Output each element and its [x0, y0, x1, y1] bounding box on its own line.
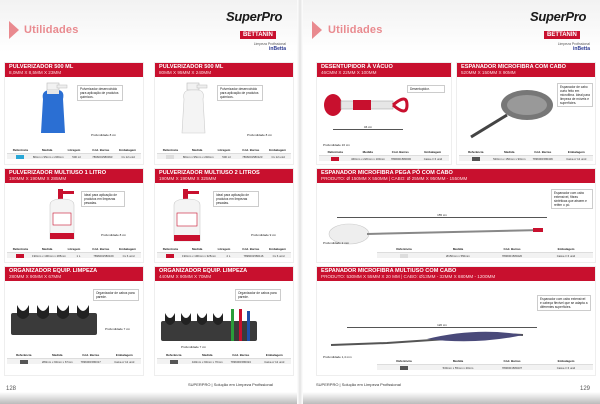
card-header [155, 63, 293, 77]
product-description: Pulverizador desenvolvido para aplicação de produtos químicos. [217, 85, 263, 101]
product-dims: PRODUTO: 530MM X 55MM X 20 MM | CABO: Ø13MM - 32MM X 680MM - 1200MM [321, 274, 496, 279]
product-card-espanador-multiuso [316, 266, 596, 376]
logo-brand: SuperPro [226, 9, 283, 24]
brand-logo [530, 9, 590, 52]
cell-litre: 500 ml [222, 154, 231, 159]
cell-size: 460mm x 220mm x 100mm [351, 156, 385, 161]
col-ref: Referência [166, 353, 182, 357]
col-ref: Referência [327, 150, 343, 154]
color-swatch [157, 360, 191, 364]
product-name: PULVERIZADOR MULTIUSO 1 LITRO [9, 170, 107, 176]
organizer-rack-image [161, 307, 257, 351]
col-ref: Referência [468, 150, 484, 154]
product-table [157, 148, 291, 160]
col-ref: Referência [12, 148, 29, 152]
cell-size: 190mm x 190mm x 285mm [32, 253, 66, 258]
product-table [7, 148, 141, 160]
product-card-desentupidor [316, 62, 452, 165]
cell-pack: Caixa c/ 12 unid [566, 156, 587, 161]
col-size: Medida [42, 247, 53, 251]
card-header [457, 63, 595, 77]
product-name: ESPANADOR MICROFIBRA PEGA PÓ COM CABO [321, 170, 453, 176]
col-pack: Embalagem [557, 247, 575, 251]
color-swatch [377, 254, 431, 258]
col-size: Medida [192, 148, 203, 152]
col-barcode: Cód. Barras [92, 148, 110, 152]
product-card-pulverizador-2l [154, 168, 294, 263]
col-litre: Litragem [217, 247, 231, 251]
measure-label: 155 cm [437, 213, 447, 217]
col-pack: Embalagem [265, 353, 283, 357]
product-name: ESPANADOR MICROFIBRA COM CABO [461, 64, 567, 70]
depth-label: Profundidade 8 cm [247, 133, 273, 137]
color-swatch [459, 157, 493, 161]
cell-size: 190mm x 190mm x 325mm [182, 253, 216, 258]
product-description: Desentupidor. [407, 85, 445, 93]
product-dims: 520MM X 150MM X 90MM [461, 70, 516, 75]
cell-size: 80mm x 95mm x 240mm [182, 154, 214, 159]
col-barcode: Cód. Barras [534, 150, 552, 154]
product-table [157, 353, 291, 365]
product-dims: 80MM X 95MM X 240MM [159, 70, 212, 75]
col-ref: Referência [396, 247, 412, 251]
col-ref: Referência [12, 247, 29, 251]
product-table [377, 359, 593, 371]
col-litre: Litragem [67, 148, 81, 152]
measure-line [333, 125, 403, 130]
right-page [300, 0, 600, 404]
table-row [157, 153, 291, 159]
cell-barcode: 7896001580406 [532, 156, 553, 161]
table-row [157, 252, 291, 258]
product-card-pulverizador-500-b [154, 62, 294, 165]
product-description: Ideal para aplicação de produtos em limpezas pesadas. [213, 191, 259, 207]
col-barcode: Cód. Barras [92, 247, 110, 251]
pressure-sprayer-image [45, 187, 79, 243]
product-description: Pulverizador desenvolvido para aplicação de produtos químicos. [77, 85, 123, 101]
cell-pack: Cx 12 unid [271, 154, 285, 159]
logo-tagline: Limpeza Profissional [557, 42, 590, 46]
card-header [5, 169, 143, 183]
cell-pack: Caixa c/ 12 unid [114, 359, 135, 364]
col-size: Medida [452, 359, 464, 363]
logo-sub: BETTANIN [240, 31, 276, 39]
measure-label: 46 cm [363, 125, 373, 129]
cell-size: 520mm x 150mm x 90mm [493, 156, 526, 161]
card-header [317, 169, 595, 183]
card-header [317, 267, 595, 281]
col-ref: Referência [396, 359, 412, 363]
color-swatch [7, 360, 41, 364]
product-card-organizador-440 [154, 266, 294, 376]
col-barcode: Cód. Barras [242, 247, 260, 251]
cell-size: 280mm x 90mm x 67mm [41, 359, 73, 364]
cell-size: 80mm x 95mm x 230mm [32, 154, 64, 159]
col-barcode: Cód. Barras [503, 247, 521, 251]
col-pack: Embalagem [269, 247, 286, 251]
product-name: PULVERIZADOR 500 ML [159, 64, 224, 70]
table-row [7, 153, 141, 159]
col-barcode: Cód. Barras [391, 150, 409, 154]
card-header [317, 63, 451, 77]
product-table [7, 353, 141, 365]
color-swatch [7, 254, 32, 258]
cell-size: 530mm x 55mm x 20mm [442, 365, 474, 370]
depth-label: Profundidade 8 cm [101, 233, 127, 237]
card-header [155, 267, 293, 281]
cell-pack: Cx 12 unid [121, 154, 135, 159]
cell-pack: Caixa c/ 6 unid [556, 253, 576, 258]
section-title: Utilidades [24, 24, 79, 36]
table-row [7, 252, 141, 258]
col-pack: Embalagem [119, 247, 136, 251]
product-card-pulverizador-500-a [4, 62, 144, 165]
col-ref: Referência [162, 148, 179, 152]
logo-sub: BETTANIN [544, 31, 580, 39]
col-size: Medida [362, 150, 373, 154]
product-card-espanador-curto [456, 62, 596, 165]
cell-size: Ø150mm x 550mm [446, 253, 470, 258]
color-swatch [157, 254, 182, 258]
product-card-pulverizador-1l [4, 168, 144, 263]
spread-gutter [297, 0, 303, 404]
product-description: Organizador de cabos para parede. [235, 289, 281, 301]
cell-barcode: 7896001580116 [243, 253, 264, 258]
table-row [377, 364, 593, 370]
col-size: Medida [52, 353, 63, 357]
flex-duster-image [327, 325, 527, 353]
product-dims: 8,0MM X 8,5MM X 23MM [9, 70, 62, 75]
logo-inbetta: inBetta [269, 46, 286, 52]
col-pack: Embalagem [269, 148, 286, 152]
spray-bottle-image [175, 81, 213, 137]
col-pack: Embalagem [557, 359, 575, 363]
col-litre: Litragem [67, 247, 81, 251]
depth-label: Profundidade 1,4 mm [323, 355, 352, 359]
color-swatch [377, 366, 431, 370]
page-footer: SUPERPRO | Solução em Limpeza Profissional [188, 382, 273, 387]
product-name: ORGANIZADOR EQUIP. LIMPEZA [159, 268, 248, 274]
product-name: DESENTUPIDOR À VÁCUO [321, 64, 393, 70]
product-name: ESPANADOR MICROFIBRA MULTIUSO COM CABO [321, 268, 457, 274]
cell-barcode: 7896001580420 [501, 253, 523, 258]
product-description: Organizador de cabos para parede. [93, 289, 139, 301]
measure-line [337, 213, 547, 218]
pressure-sprayer-image [169, 187, 205, 245]
bottom-bar [300, 392, 600, 404]
cell-litre: 1 L [76, 253, 81, 258]
depth-label: Profundidade 16 cm [323, 143, 350, 147]
table-row [377, 252, 593, 258]
color-swatch [319, 157, 351, 161]
col-size: Medida [42, 148, 53, 152]
col-size: Medida [452, 247, 464, 251]
logo-inbetta: inBetta [573, 46, 590, 52]
brand-logo [226, 9, 286, 52]
organizer-rack-image [11, 303, 97, 343]
product-table [377, 247, 593, 259]
col-pack: Embalagem [567, 150, 585, 154]
cell-barcode: 7896001580109 [93, 253, 114, 258]
cell-barcode: 7896001580000 [390, 156, 412, 161]
product-table [459, 150, 593, 162]
table-row [157, 358, 291, 364]
product-name: ORGANIZADOR EQUIP. LIMPEZA [9, 268, 98, 274]
col-ref: Referência [162, 247, 179, 251]
cell-pack: Caixa c/ 6 unid [556, 365, 576, 370]
col-pack: Embalagem [424, 150, 442, 154]
card-header [155, 169, 293, 183]
col-size: Medida [192, 247, 203, 251]
product-dims: 440MM X 90MM X 70MM [159, 274, 212, 279]
table-row [459, 155, 593, 161]
product-card-organizador-280 [4, 266, 144, 376]
color-swatch [157, 155, 183, 159]
logo-brand: SuperPro [530, 9, 587, 24]
product-dims: PRODUTO: Ø 150MM X 550MM | CABO: Ø 25MM X 950MM - 1550MM [321, 176, 468, 181]
product-dims: 190MM X 190MM X 325MM [159, 176, 217, 181]
cell-litre: 2 L [226, 253, 231, 258]
measure-label: 120 cm [437, 323, 447, 327]
product-description: Espanador de cabo curto feito em microfibra. Ideal para limpeza de móveis e superfícies. [557, 83, 593, 107]
depth-label: Profundidade 7 cm [105, 327, 131, 331]
product-dims: 190MM X 190MM X 285MM [9, 176, 67, 181]
cell-size: 440mm x 90mm x 70mm [191, 359, 223, 364]
cell-barcode: 7896001580317 [80, 359, 101, 364]
product-dims: 46CMM X 22MM X 100MM [321, 70, 377, 75]
product-name: PULVERIZADOR MULTIUSO 2 LITROS [159, 170, 260, 176]
spray-bottle-image [33, 81, 75, 137]
duster-image [463, 85, 553, 145]
cell-barcode: 7896001580123 [242, 154, 263, 159]
page-number: 129 [580, 386, 591, 392]
table-row [319, 155, 449, 161]
cell-pack: Cx 6 unid [122, 253, 135, 258]
col-pack: Embalagem [115, 353, 133, 357]
long-duster-image [327, 219, 547, 249]
depth-label: Profundidade 8 cm [91, 133, 117, 137]
color-swatch [7, 155, 33, 159]
page-footer: SUPERPRO | Solução em Limpeza Profissional [316, 382, 401, 387]
cell-barcode: 7896001580093 [92, 154, 113, 159]
col-pack: Embalagem [119, 148, 136, 152]
cell-barcode: 7896001580437 [501, 365, 523, 370]
col-barcode: Cód. Barras [232, 353, 250, 357]
col-ref: Referência [16, 353, 32, 357]
depth-label: Profundidade 2 mm [323, 241, 350, 245]
product-table [7, 247, 141, 259]
col-size: Medida [504, 150, 515, 154]
cell-pack: Caixa c/ 12 unid [264, 359, 285, 364]
table-row [7, 358, 141, 364]
cell-pack: Caixa c/ 6 unid [423, 156, 443, 161]
cell-litre: 500 ml [72, 154, 81, 159]
page-number: 128 [6, 386, 17, 392]
cell-barcode: 7896001580324 [230, 359, 251, 364]
bottom-bar [0, 392, 300, 404]
product-dims: 280MM X 90MM X 67MM [9, 274, 62, 279]
plunger-image [323, 89, 409, 123]
col-litre: Litragem [217, 148, 231, 152]
depth-label: Profundidade 9 cm [251, 233, 277, 237]
card-header [5, 63, 143, 77]
product-description: Ideal para aplicação de produtos em limpezas pesadas. [81, 191, 125, 207]
depth-label: Profundidade 7 cm [181, 345, 207, 349]
product-card-espanador-pega-po [316, 168, 596, 263]
col-barcode: Cód. Barras [82, 353, 100, 357]
product-name: PULVERIZADOR 500 ML [9, 64, 74, 70]
logo-tagline: Limpeza Profissional [253, 42, 286, 46]
product-table [157, 247, 291, 259]
product-description: Espanador com cabo extensível e cabeça flexível que se adapta a diferentes superfícies. [537, 295, 591, 311]
section-title: Utilidades [328, 24, 383, 36]
cell-pack: Cx 6 unid [272, 253, 285, 258]
measure-line [347, 323, 537, 328]
col-barcode: Cód. Barras [242, 148, 260, 152]
col-size: Medida [202, 353, 213, 357]
product-table [319, 150, 449, 162]
product-description: Espanador com cabo extensível, fibras sintéticas que atraem e retêm o pó. [551, 189, 593, 209]
card-header [5, 267, 143, 281]
col-barcode: Cód. Barras [503, 359, 521, 363]
